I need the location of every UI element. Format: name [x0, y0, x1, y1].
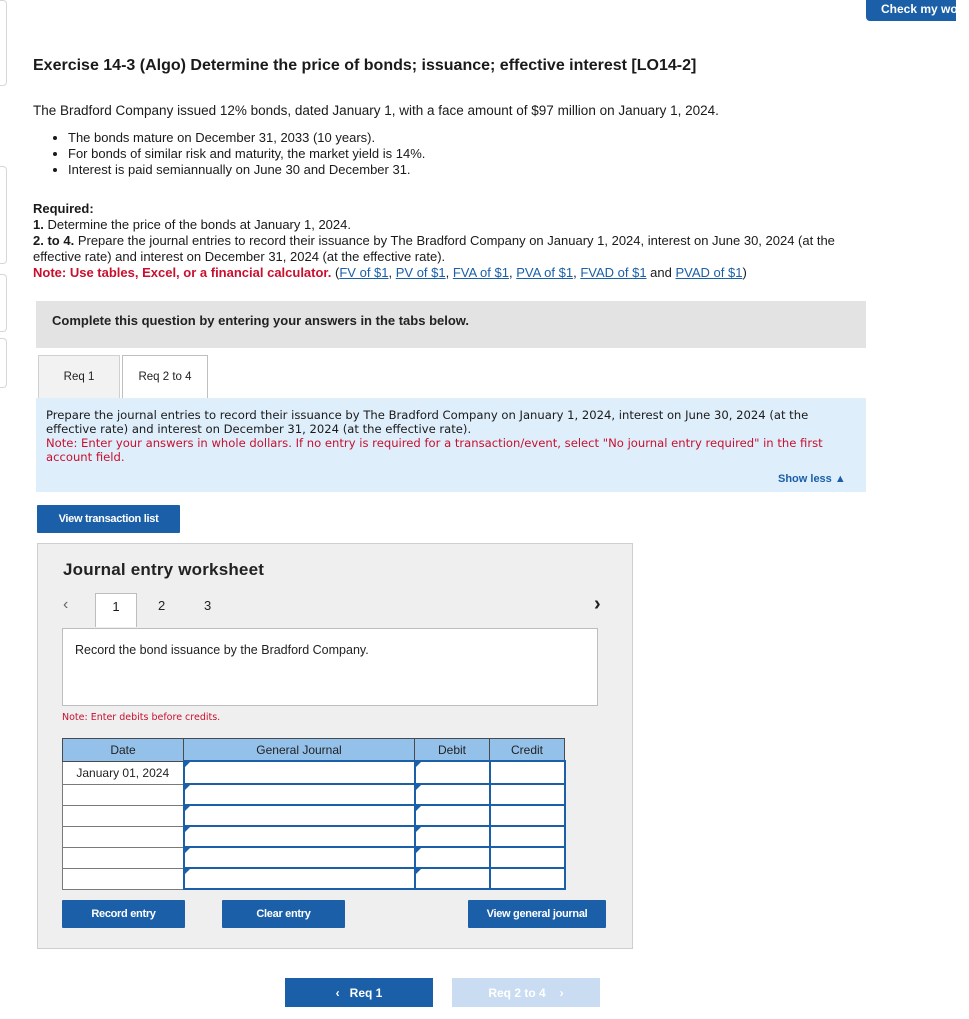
table-row — [63, 805, 565, 826]
chevron-right-icon[interactable]: › — [594, 593, 601, 615]
date-cell — [63, 784, 184, 805]
view-general-journal-button[interactable]: View general journal — [468, 900, 606, 928]
panel-note: Note: Enter your answers in whole dollars. If no entry is required for a transaction/event, select "No journal entry required" in the first account field. — [46, 436, 823, 464]
journal-entry-table — [62, 738, 566, 890]
link-pva-of-1[interactable]: PVA of $1 — [516, 265, 574, 280]
link-pvad-of-1[interactable]: PVAD of $1 — [675, 265, 743, 280]
table-row — [63, 868, 565, 889]
page-2-tab[interactable]: 2 — [158, 598, 166, 613]
table-row — [63, 847, 565, 868]
account-input[interactable] — [184, 761, 415, 784]
chevron-right-icon: › — [559, 985, 564, 1000]
debit-input[interactable] — [415, 826, 490, 847]
link-fvad-of-1[interactable]: FVAD of $1 — [580, 265, 647, 280]
column-header-date: Date — [63, 739, 184, 762]
table-row — [63, 761, 565, 784]
date-cell: January 01, 2024 — [63, 761, 184, 784]
debit-input[interactable] — [415, 847, 490, 868]
side-panel-tab — [0, 166, 7, 264]
chevron-left-icon[interactable]: ‹ — [63, 596, 69, 613]
table-row — [63, 784, 565, 805]
worksheet-title: Journal entry worksheet — [63, 560, 265, 579]
column-header-general-journal: General Journal — [184, 739, 415, 762]
column-header-credit: Credit — [490, 739, 565, 762]
debit-input[interactable] — [415, 868, 490, 889]
requirement-panel — [36, 398, 866, 492]
link-fv-of-1[interactable]: FV of $1 — [339, 265, 389, 280]
side-panel-tab — [0, 338, 7, 388]
credit-input[interactable] — [490, 847, 565, 868]
triangle-up-icon: ▲ — [834, 473, 846, 485]
page-1-tab[interactable]: 1 — [95, 593, 137, 627]
date-cell — [63, 847, 184, 868]
instructions-text: Complete this question by entering your answers in the tabs below. — [52, 313, 470, 328]
exercise-title: Exercise 14-3 (Algo) Determine the price of bonds; issuance; effective interest [LO14-2] — [33, 57, 697, 74]
table-row — [63, 826, 565, 847]
req2-number: 2. to 4. — [33, 233, 75, 248]
entry-description: Record the bond issuance by the Bradford Company. — [75, 643, 369, 657]
debit-input[interactable] — [415, 761, 490, 784]
exercise-bullets — [33, 130, 425, 178]
credit-input[interactable] — [490, 826, 565, 847]
link-fva-of-1[interactable]: FVA of $1 — [452, 265, 509, 280]
account-input[interactable] — [184, 784, 415, 805]
account-input[interactable] — [184, 847, 415, 868]
panel-text: Prepare the journal entries to record their issuance by The Bradford Company on January 1, 2024, interest on June 30, 2024 (at the effective rate) and interest on December 31, 2024 (at the effective rate). — [46, 408, 809, 436]
page-3-tab[interactable]: 3 — [204, 598, 212, 613]
entry-description-box — [62, 628, 598, 706]
bullet-item: • For bonds of similar risk and maturity, the market yield is 14%. — [68, 146, 425, 162]
date-cell — [63, 826, 184, 847]
worksheet-note: Note: Enter debits before credits. — [62, 712, 221, 723]
bullet-item: • Interest is paid semiannually on June 30 and December 31. — [68, 162, 425, 178]
credit-input[interactable] — [490, 761, 565, 784]
exercise-intro: The Bradford Company issued 12% bonds, dated January 1, with a face amount of $97 million on January 1, 2024. — [33, 103, 719, 118]
account-input[interactable] — [184, 805, 415, 826]
req1-text: Determine the price of the bonds at January 1, 2024. — [47, 217, 351, 232]
date-cell — [63, 805, 184, 826]
prev-req-button[interactable]: ‹ Req 1 — [285, 978, 433, 1007]
debit-input[interactable] — [415, 805, 490, 826]
and-word: and — [650, 265, 672, 280]
chevron-left-icon: ‹ — [335, 985, 340, 1000]
credit-input[interactable] — [490, 784, 565, 805]
account-input[interactable] — [184, 826, 415, 847]
credit-input[interactable] — [490, 805, 565, 826]
check-my-work-button[interactable]: Check my work — [866, 0, 956, 21]
column-header-debit: Debit — [415, 739, 490, 762]
clear-entry-button[interactable]: Clear entry — [222, 900, 345, 928]
bullet-item: • The bonds mature on December 31, 2033 (10 years). — [68, 130, 425, 146]
debit-input[interactable] — [415, 784, 490, 805]
calculator-note: Note: Use tables, Excel, or a financial calculator. — [33, 265, 332, 280]
tab-req-1[interactable]: Req 1 — [38, 355, 120, 398]
required-label: Required: — [33, 201, 94, 216]
required-section: Required: 1. Determine the price of the bonds at January 1, 2024. 2. to 4. Prepare the journal entries to record their issuance by The Bradford Company on January 1, 2024, interest on June 30, 2024 (at the effective rate) and interest on December 31, 2024 (at the effective rate). Note: Use tables, Excel, or a financial calculator. (FV of $1, PV of $1, FVA of $1, PVA of $1, FVAD of $1 and PVAD of $1) — [33, 201, 835, 280]
show-less-link[interactable]: Show less ▲ — [778, 473, 846, 485]
account-input[interactable] — [184, 868, 415, 889]
tab-req-2-to-4[interactable]: Req 2 to 4 — [122, 355, 208, 398]
record-entry-button[interactable]: Record entry — [62, 900, 185, 928]
next-req-button[interactable]: Req 2 to 4 › — [452, 978, 600, 1007]
view-transaction-list-button[interactable]: View transaction list — [37, 505, 180, 533]
credit-input[interactable] — [490, 868, 565, 889]
side-panel-tab — [0, 0, 7, 86]
instructions-band — [36, 301, 866, 348]
date-cell — [63, 868, 184, 889]
side-panel-tab — [0, 274, 7, 332]
req1-number: 1. — [33, 217, 44, 232]
link-pv-of-1[interactable]: PV of $1 — [395, 265, 446, 280]
req2-text: Prepare the journal entries to record their issuance by The Bradford Company on January 1, 2024, interest on June 30, 2024 (at the effective rate) and interest on December 31, 2024 (at the effective rate). — [33, 233, 835, 264]
